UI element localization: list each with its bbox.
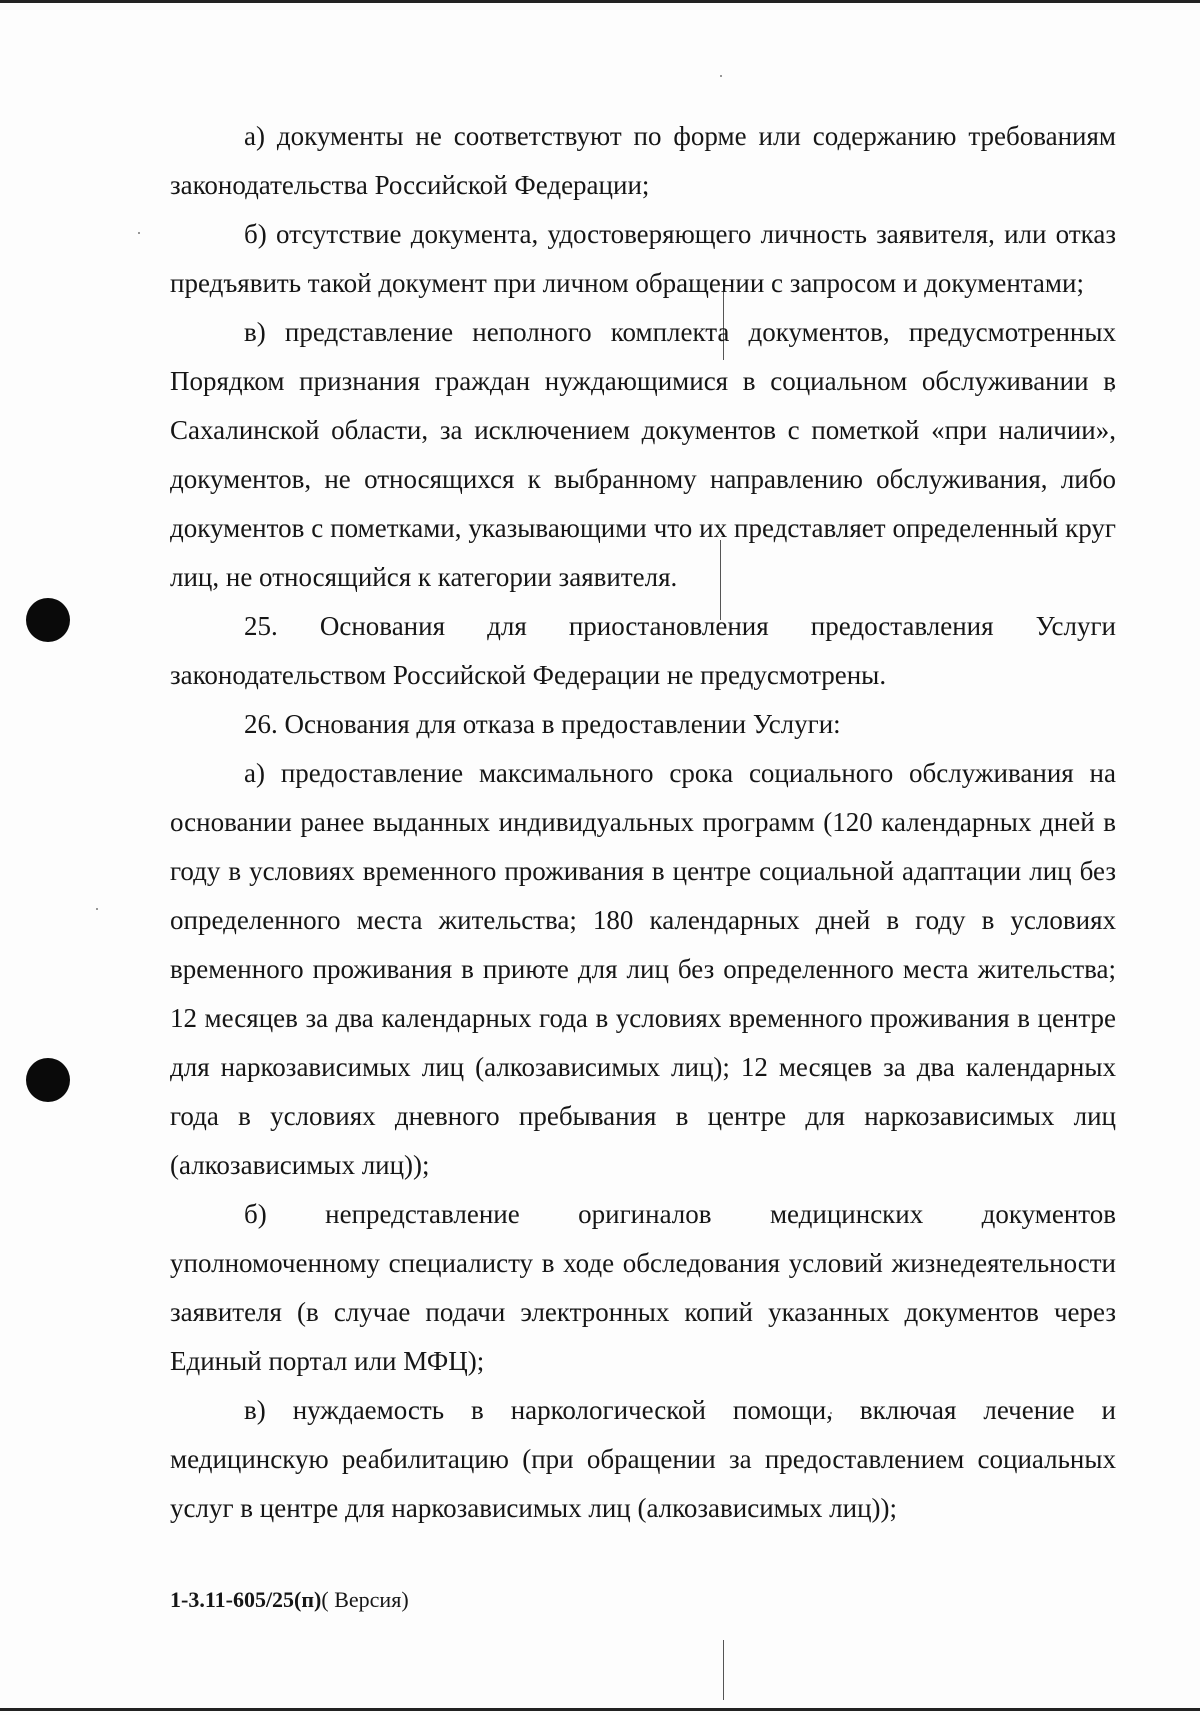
- document-version: ( Версия): [321, 1587, 409, 1612]
- document-footer: [170, 1586, 409, 1614]
- scan-artifact-line: [723, 1640, 724, 1700]
- scan-speck: [96, 908, 98, 910]
- scan-speck: [720, 75, 722, 77]
- paragraph-25-suspension: 25. Основания для приостановления предоставления Услуги законодательством Российской Федерации не предусмотрены.: [170, 611, 1116, 690]
- scan-speck: [138, 232, 140, 234]
- paragraph-26b-no-originals: б) непредставление оригиналов медицинских документов уполномоченному специалисту в ходе обследования условий жизнедеятельности заявителя (в случае подачи электронных копий указанных документов через Единый портал или МФЦ);: [170, 1199, 1116, 1376]
- paragraph-26v-narcological-help: в) нуждаемость в наркологической помощи, включая лечение и медицинскую реабилитацию (при обращении за предоставлением социальных услуг в центре для наркозависимых лиц (алкозависимых лиц));: [170, 1395, 1116, 1523]
- paragraph-26-refusal-heading: 26. Основания для отказа в предоставлении Услуги:: [244, 709, 841, 739]
- paragraph-26a-max-term: а) предоставление максимального срока социального обслуживания на основании ранее выданных индивидуальных программ (120 календарных дней в году в условиях временного проживания в центре социальной адаптации лиц без определенного места жительства; 180 календарных дней в году в условиях временного проживания в приюте для лиц без определенного места жительства; 12 месяцев за два календарных года в условиях временного проживания в центре для наркозависимых лиц (алкозависимых лиц); 12 месяцев за два календарных года в условиях дневного пребывания в центре для наркозависимых лиц (алкозависимых лиц));: [170, 758, 1116, 1180]
- document-body: [170, 112, 1116, 1533]
- page-bottom-edge: [0, 1708, 1200, 1711]
- paragraph-b-no-identity-document: б) отсутствие документа, удостоверяющего личность заявителя, или отказ предъявить такой документ при личном обращении с запросом и документами;: [170, 219, 1116, 298]
- document-code: 1-3.11-605/25(п): [170, 1587, 322, 1612]
- punch-hole: [26, 1058, 70, 1102]
- paragraph-v-incomplete-set: в) представление неполного комплекта документов, предусмотренных Порядком признания граждан нуждающимися в социальном обслуживании в Сахалинской области, за исключением документов с пометкой «при наличии», документов, не относящихся к выбранному направлению обслуживания, либо документов с пометками, указывающими что их представляет определенный круг лиц, не относящийся к категории заявителя.: [170, 317, 1116, 592]
- paragraph-a-documents-mismatch: а) документы не соответствуют по форме или содержанию требованиям законодательства Российской Федерации;: [170, 121, 1116, 200]
- punch-hole: [26, 598, 70, 642]
- page-top-edge: [0, 0, 1200, 3]
